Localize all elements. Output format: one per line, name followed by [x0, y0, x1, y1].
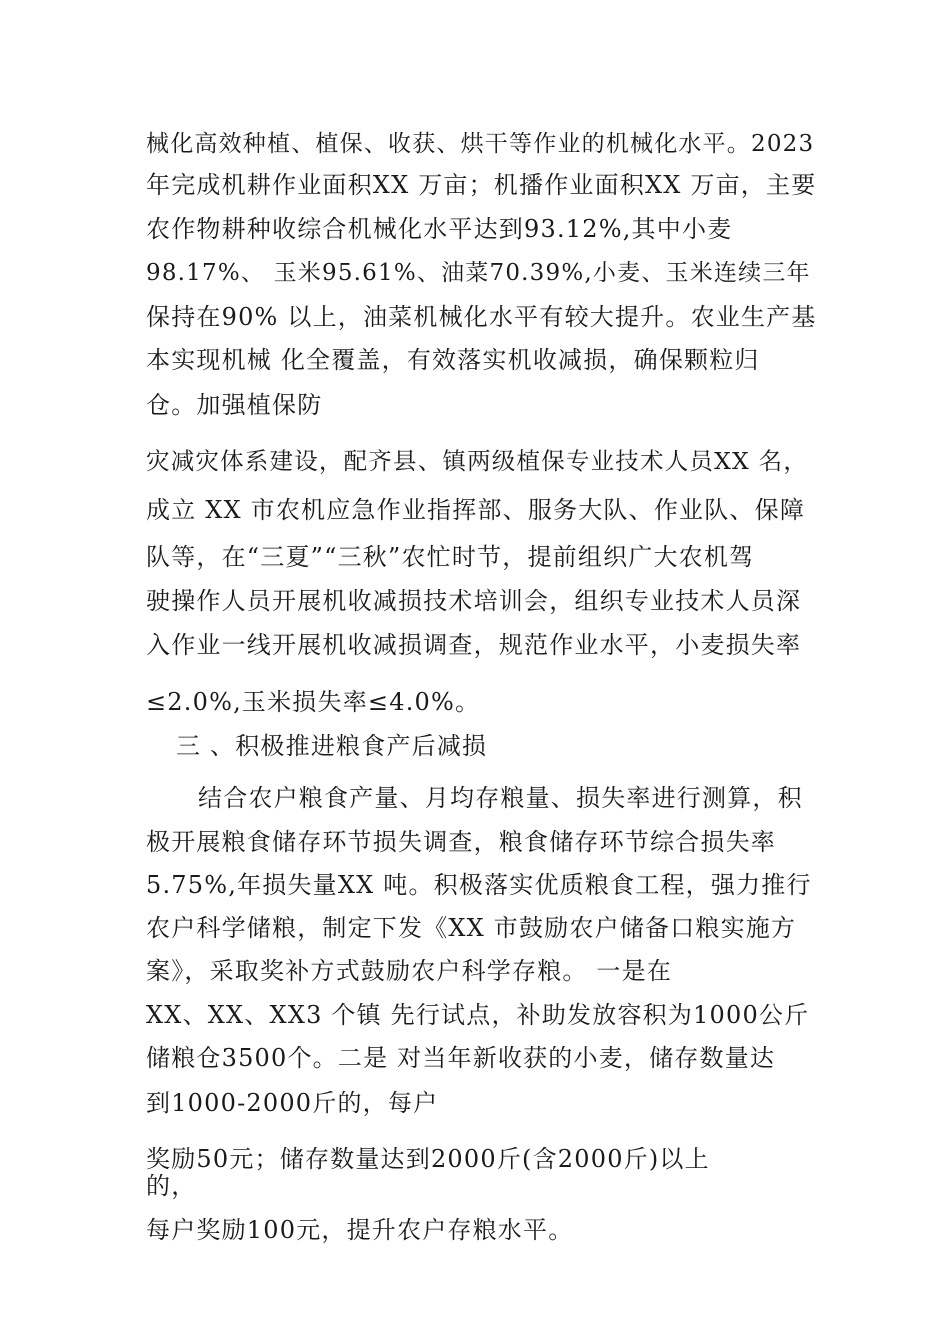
text-line-2: 年完成机耕作业面积XX 万亩；机播作业面积XX 万亩，主要: [146, 171, 817, 199]
text-line-12: 入作业一线开展机收减损调查，规范作业水平，小麦损失率: [146, 631, 802, 659]
text-line-1: 械化高效种植、植保、收获、烘干等作业的机械化水平。2023: [146, 131, 815, 157]
text-line-17: 5.75%,年损失量XX 吨。积极落实优质粮食工程，强力推行: [146, 871, 812, 899]
text-line-4: 98.17%、 玉米95.61%、油菜70.39%,小麦、玉米连续三年: [146, 260, 811, 286]
text-line-15: 结合农户粮食产量、月均存粮量、损失率进行测算，积: [198, 784, 803, 812]
section-heading: 三 、积极推进粮食产后减损: [176, 732, 488, 760]
text-line-21: 储粮仓3500个。二是 对当年新收获的小麦，储存数量达: [146, 1044, 776, 1072]
text-line-7: 仓。加强植保防: [146, 391, 323, 419]
text-line-5: 保持在90% 以上，油菜机械化水平有较大提升。农业生产基: [146, 303, 817, 331]
text-line-6: 本实现机械 化全覆盖，有效落实机收减损，确保颗粒归: [146, 346, 760, 374]
text-line-20: XX、XX、XX3 个镇 先行试点，补助发放容积为1000公斤: [146, 1001, 810, 1029]
text-line-16: 极开展粮食储存环节损失调查，粮食储存环节综合损失率: [146, 828, 776, 856]
text-line-24: 的，: [146, 1172, 197, 1200]
text-line-23: 奖励50元；储存数量达到2000斤(含2000斤)以上: [146, 1145, 710, 1173]
text-line-3: 农作物耕种收综合机械化水平达到93.12%,其中小麦: [146, 215, 733, 243]
text-line-22: 到1000-2000斤的，每户: [146, 1089, 439, 1117]
text-line-10: 队等，在“三夏”“三秋”农忙时节，提前组织广大农机驾: [146, 543, 755, 571]
text-line-11: 驶操作人员开展机收减损技术培训会，组织专业技术人员深: [146, 587, 802, 615]
text-line-19: 案》，采取奖补方式鼓励农户科学存粮。 一是在: [146, 957, 673, 985]
text-line-18: 农户科学储粮，制定下发《XX 市鼓励农户储备口粮实施方: [146, 914, 797, 942]
text-line-8: 灾减灾体系建设，配齐县、镇两级植保专业技术人员XX 名，: [146, 447, 809, 475]
text-line-25: 每户奖励100元，提升农户存粮水平。: [146, 1216, 574, 1244]
text-line-13: ≤2.0%,玉米损失率≤4.0%。: [146, 688, 481, 716]
text-line-9: 成立 XX 市农机应急作业指挥部、服务大队、作业队、保障: [146, 496, 806, 524]
